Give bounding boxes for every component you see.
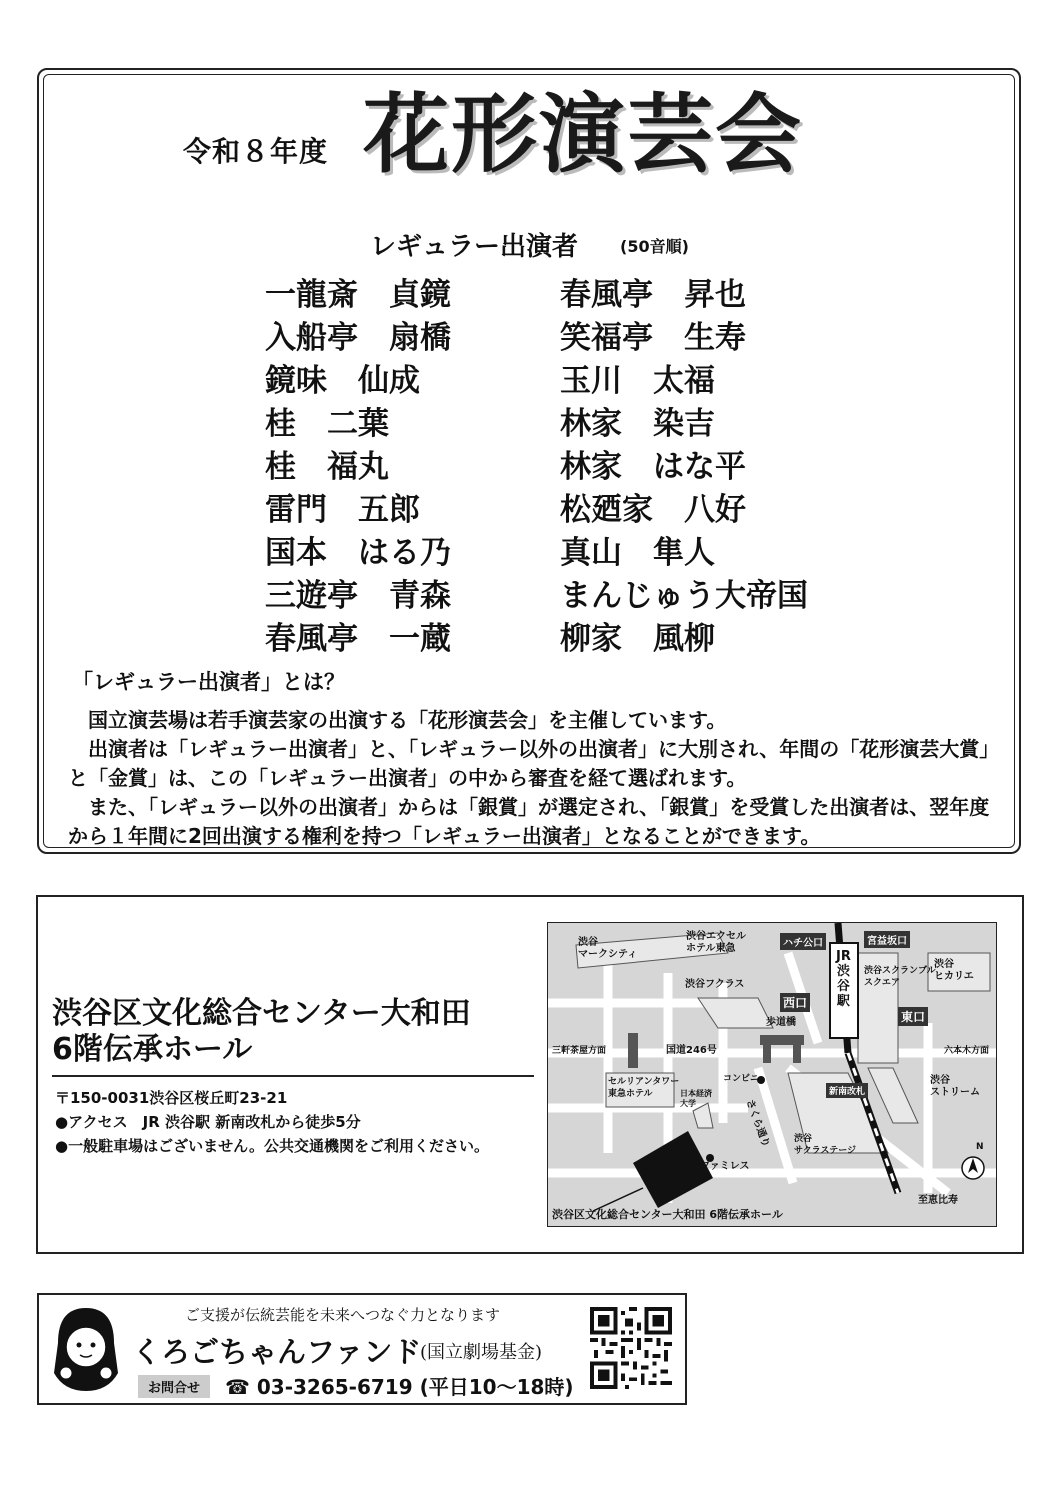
map-label-roppongi: 六本木方面	[944, 1046, 990, 1056]
map-label-shinminami: 新南改札	[826, 1083, 868, 1098]
map-label-sakura-dori: さくら通り	[743, 1098, 772, 1149]
map-label-mark-city: 渋谷 マークシティ	[578, 937, 638, 960]
performer-right-1: 春風亭 昇也	[560, 277, 746, 313]
regular-order-note: (50音順)	[620, 237, 689, 256]
explanation-heading: 「レギュラー出演者」とは？	[72, 670, 345, 694]
venue-parking: ●一般駐車場はございません。公共交通機関をご利用ください。	[55, 1137, 489, 1155]
access-map	[547, 922, 997, 1227]
map-label-excel-hotel: 渋谷エクセル ホテル東急	[686, 931, 746, 954]
map-label-cerulean: セルリアンタワー 東急ホテル	[608, 1077, 680, 1099]
performer-right-5: 林家 はな平	[560, 449, 746, 485]
performer-left-1: 一龍斎 貞鏡	[265, 277, 451, 313]
venue-divider	[52, 1075, 534, 1077]
map-label-ebisu: 至恵比寿	[918, 1195, 958, 1206]
map-label-conveni: コンビニ	[723, 1074, 760, 1084]
venue-access: ●アクセス JR 渋谷駅 新南改札から徒歩5分	[55, 1113, 361, 1131]
performer-left-5: 桂 福丸	[265, 449, 389, 485]
map-label-scramble: 渋谷スクランブル スクエア	[864, 966, 936, 988]
map-label-stream: 渋谷 ストリーム	[930, 1075, 980, 1098]
map-label-sangenjaya: 三軒茶屋方面	[552, 1046, 607, 1056]
explanation-paragraph-2: 出演者は「レギュラー出演者」と、「レギュラー以外の出演者」に大別され、年間の「花形演芸大賞」と「金賞」は、この「レギュラー出演者」の中から審査を経て選ばれます。	[68, 737, 990, 790]
performer-right-7: 真山 隼人	[560, 535, 715, 571]
performer-right-3: 玉川 太福	[560, 363, 715, 399]
contact-phone: ☎ 03-3265-6719 (平日10～18時)	[225, 1375, 574, 1399]
performer-right-4: 林家 染吉	[560, 406, 715, 442]
performer-right-2: 笑福亭 生寿	[560, 320, 746, 356]
venue-name	[52, 996, 471, 1068]
performer-left-6: 雷門 五郎	[265, 492, 420, 528]
map-label-fukuras: 渋谷フクラス	[685, 979, 745, 990]
explanation-paragraph-3: また、「レギュラー以外の出演者」からは「銀賞」が選定され、「銀賞」を受賞した出演者は、翌年度から１年間に2回出演する権利を持つ「レギュラー出演者」となることができます。	[68, 795, 990, 848]
performer-right-9: 柳家 風柳	[560, 621, 715, 657]
map-label-north: N	[976, 1142, 984, 1152]
fukuras-building	[698, 998, 773, 1028]
map-label-jr-station: JR 渋 谷 駅	[836, 949, 851, 1009]
map-label-hachiko: ハチ公口	[780, 933, 826, 950]
kurogo-chan-mascot-icon	[48, 1303, 124, 1393]
map-label-hodokyo: 歩道橋	[766, 1017, 796, 1028]
map-label-higashiguchi: 東口	[898, 1007, 928, 1026]
map-label-sakura-stage: 渋谷 サクラステージ	[794, 1134, 857, 1156]
map-caption: 渋谷区文化総合センター大和田 6階伝承ホール	[552, 1208, 783, 1221]
contact-label: お問合せ	[138, 1375, 210, 1398]
venue-address: 〒150-0031渋谷区桜丘町23-21	[55, 1089, 288, 1107]
map-label-family: ファミレス	[700, 1161, 750, 1172]
map-label-miyamasu: 宮益坂口	[864, 931, 910, 948]
venue-name-line2: 6階伝承ホール	[52, 1032, 253, 1067]
fund-name: くろごちゃんファンド	[132, 1335, 422, 1369]
year-label: 令和８年度	[183, 135, 329, 168]
map-label-keizai: 日本経済 大学	[680, 1089, 712, 1108]
explanation-paragraph-1: 国立演芸場は若手演芸家の出演する「花形演芸会」を主催しています。	[68, 708, 727, 732]
performer-left-8: 三遊亭 青森	[265, 578, 451, 614]
main-title: 花形演芸会	[363, 85, 803, 185]
performer-left-7: 国本 はる乃	[265, 535, 451, 571]
performer-right-6: 松廼家 八好	[560, 492, 746, 528]
qr-code-icon	[590, 1307, 672, 1389]
performer-left-2: 入船亭 扇橋	[265, 320, 451, 356]
regular-heading: レギュラー出演者	[370, 232, 579, 262]
map-label-hikarie: 渋谷 ヒカリエ	[934, 959, 974, 982]
map-label-route246: 国道246号	[666, 1045, 717, 1056]
fund-tagline: ご支援が伝統芸能を未来へつなぐ力となります	[185, 1306, 501, 1324]
fund-subtitle: (国立劇場基金)	[420, 1342, 543, 1363]
route-246-marker	[628, 1033, 638, 1068]
performer-left-4: 桂 二葉	[265, 406, 389, 442]
venue-name-line1: 渋谷区文化総合センター大和田	[52, 996, 471, 1031]
map-label-nishiguchi: 西口	[780, 993, 810, 1012]
performer-left-9: 春風亭 一蔵	[265, 621, 451, 657]
performer-left-3: 鏡味 仙成	[265, 363, 420, 399]
stream-building	[868, 1068, 918, 1123]
performer-right-8: まんじゅう大帝国	[560, 578, 808, 614]
